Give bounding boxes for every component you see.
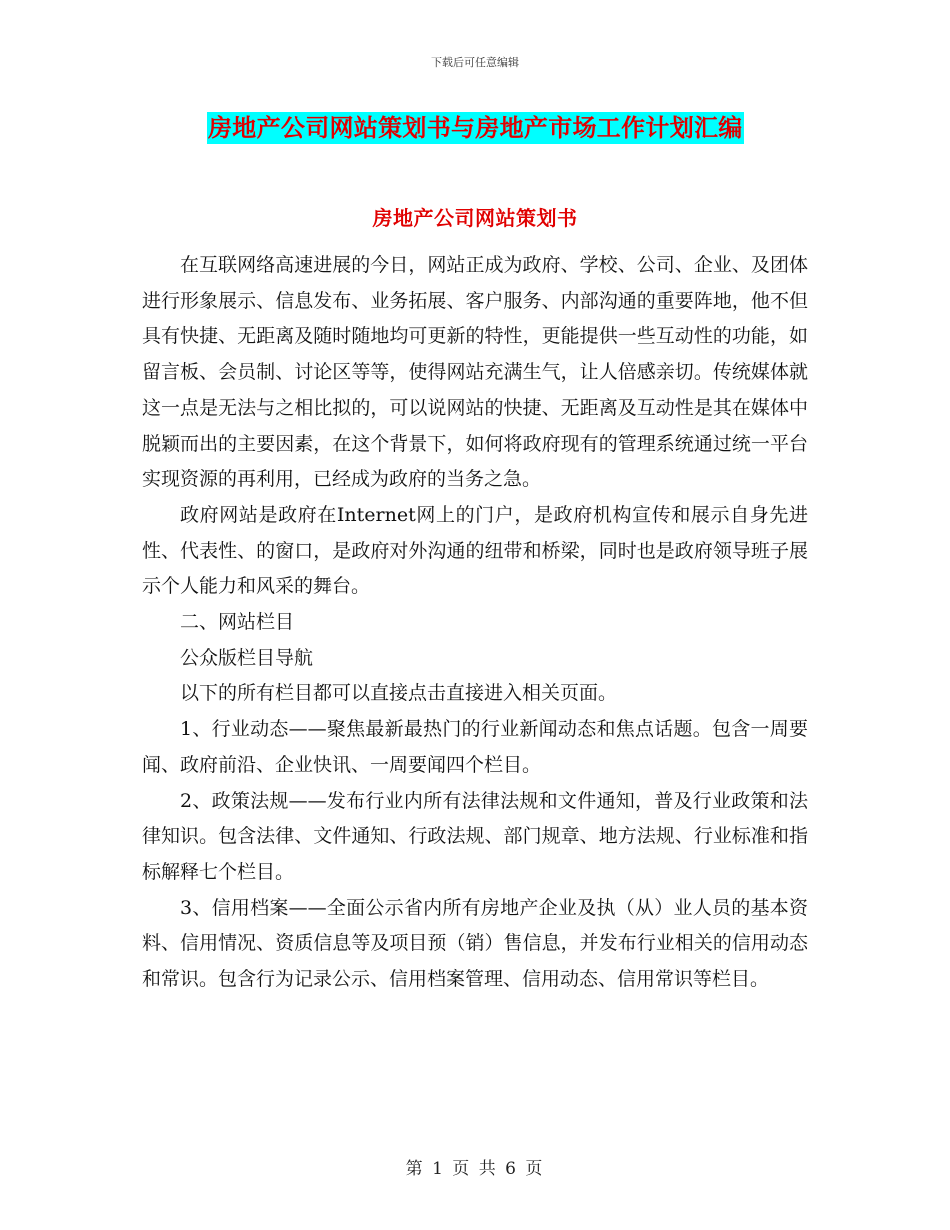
document-body [142,248,808,998]
paragraph-nav-note: 以下的所有栏目都可以直接点击直接进入相关页面。 [180,682,618,705]
subheading-public-nav: 公众版栏目导航 [180,646,314,669]
list-item-policy-regulations: 2、政策法规——发布行业内所有法律法规和文件通知，普及行业政策和法律知识。包含法律、文件通知、行政法规、部门规章、地方法规、行业标准和指标解释七个栏目。 [142,789,808,883]
list-item-industry-news: 1、行业动态——聚焦最新最热门的行业新闻动态和焦点话题。包含一周要闻、政府前沿、企业快讯、一周要闻四个栏目。 [142,718,808,776]
heading-website-sections: 二、网站栏目 [180,611,295,634]
paragraph-government-portal: 政府网站是政府在Internet网上的门户，是政府机构宣传和展示自身先进性、代表性、的窗口，是政府对外沟通的纽带和桥梁，同时也是政府领导班子展示个人能力和风采的舞台。 [142,503,808,598]
list-item-credit-records: 3、信用档案——全面公示省内所有房地产企业及执（从）业人员的基本资料、信用情况、资质信息等及项目预（销）售信息，并发布行业相关的信用动态和常识。包含行为记录公示、信用档案管理、信用动态、信用常识等栏目。 [142,896,808,991]
paragraph-intro: 在互联网络高速进展的今日，网站正成为政府、学校、公司、企业、及团体进行形象展示、信息发布、业务拓展、客户服务、内部沟通的重要阵地，他不但具有快捷、无距离及随时随地均可更新的特性，更能提供一些互动性的功能，如留言板、会员制、讨论区等等，使得网站充满生气，让人倍感亲切。传统媒体就这一点是无法与之相比拟的，可以说网站的快捷、无距离及互动性是其在媒体中脱颖而出的主要因素，在这个背景下，如何将政府现有的管理系统通过统一平台实现资源的再利用，已经成为政府的当务之急。 [142,254,808,491]
section-title: 房地产公司网站策划书 [372,206,578,230]
page-footer: 第 1 页 共 6 页 [405,1159,545,1179]
page-header-note: 下载后可任意编辑 [431,56,519,69]
main-title-container [207,112,744,144]
main-title: 房地产公司网站策划书与房地产市场工作计划汇编 [208,114,743,142]
